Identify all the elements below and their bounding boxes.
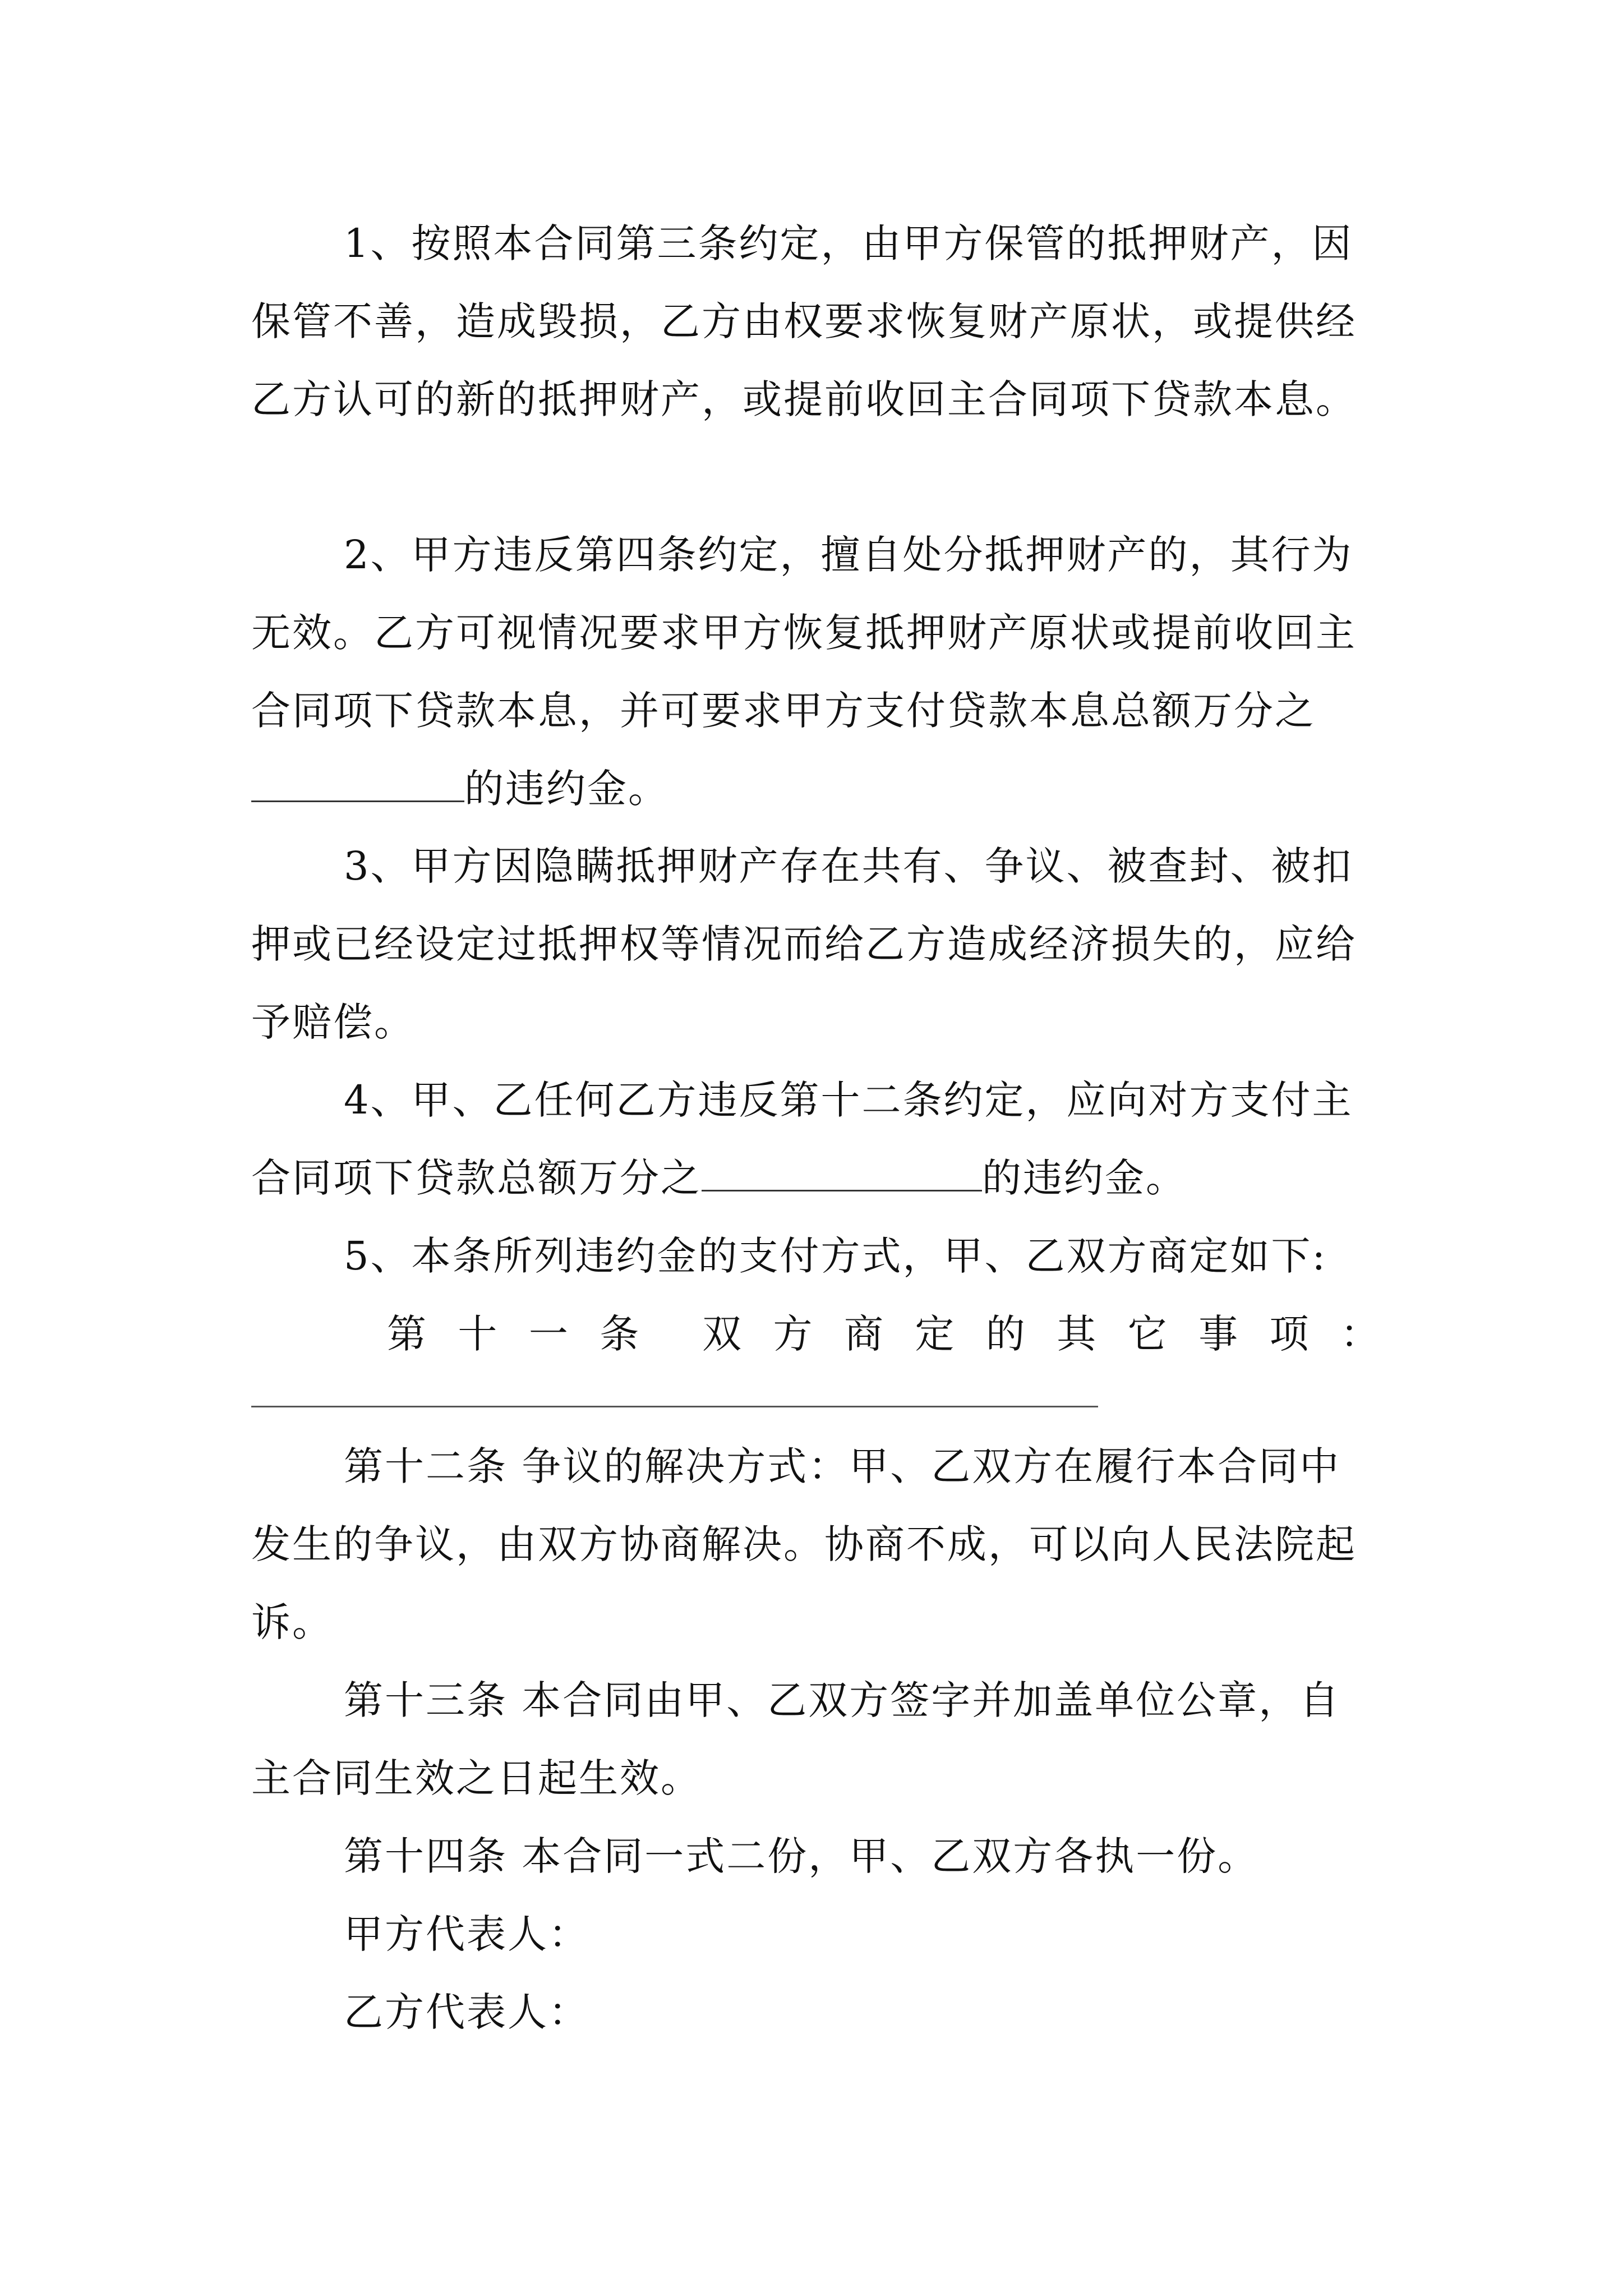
article-11-char: 事: [1198, 1311, 1238, 1357]
article-11-char: 条: [600, 1311, 639, 1357]
penalty-rate-blank-1[interactable]: [251, 763, 464, 802]
article-11-char: 商: [843, 1311, 883, 1357]
article-11-char: 双: [702, 1311, 742, 1357]
clause-5-paragraph: 5、本条所列违约金的支付方式，甲、乙双方商定如下:: [344, 1233, 1327, 1279]
article-11-char: 十: [458, 1311, 497, 1357]
article-11-char: ：: [1340, 1311, 1380, 1357]
article-11-char: 其: [1057, 1311, 1096, 1357]
article-11-char: 方: [773, 1311, 813, 1357]
clause-2-paragraph: [251, 516, 1378, 828]
article-14-paragraph: 第十四条 本合同一式二份，甲、乙双方各执一份。: [344, 1833, 1259, 1879]
article-11-char: 它: [1127, 1311, 1167, 1357]
clause-3-paragraph: 3、甲方因隐瞒抵押财产存在共有、争议、被查封、被扣押或已经设定过抵押权等情况而给乙方造成经济损失的，应给予赔偿。: [251, 843, 1357, 1045]
article-11-char: 一: [528, 1311, 568, 1357]
article-11-heading: [387, 1295, 1380, 1373]
clause-2-tail: 的违约金。: [464, 766, 669, 812]
article-11-char: 第: [387, 1311, 426, 1357]
article-11-fill-line[interactable]: [251, 1406, 1098, 1407]
article-11-char: 的: [985, 1311, 1025, 1357]
article-11-char: 项: [1269, 1311, 1309, 1357]
clause-4-tail: 的违约金。: [982, 1155, 1187, 1201]
article-13-paragraph: 第十三条 本合同由甲、乙双方签字并加盖单位公章，自主合同生效之日起生效。: [251, 1677, 1341, 1801]
clause-1-paragraph: 1、按照本合同第三条约定，由甲方保管的抵押财产，因保管不善，造成毁损，乙方由权要求恢复财产原状，或提供经乙方认可的新的抵押财产，或提前收回主合同项下贷款本息。: [251, 220, 1357, 422]
article-12-paragraph: 第十二条 争议的解决方式：甲、乙双方在履行本合同中发生的争议，由双方协商解决。协商不成，可以向人民法院起诉。: [251, 1443, 1357, 1645]
clause-2-text: 2、甲方违反第四条约定，擅自处分抵押财产的，其行为无效。乙方可视情况要求甲方恢复抵押财产原状或提前收回主合同项下贷款本息，并可要求甲方支付贷款本息总额万分之: [251, 532, 1357, 734]
party-b-representative: 乙方代表人：: [344, 1989, 589, 2035]
party-a-representative: 甲方代表人：: [344, 1911, 589, 1957]
penalty-rate-blank-2[interactable]: [702, 1153, 982, 1191]
clause-4-paragraph: [251, 1061, 1378, 1217]
clause-4-text: 4、甲、乙任何乙方违反第十二条约定，应向对方支付主合同项下贷款总额万分之: [251, 1077, 1353, 1201]
article-11-char: 定: [915, 1311, 955, 1357]
